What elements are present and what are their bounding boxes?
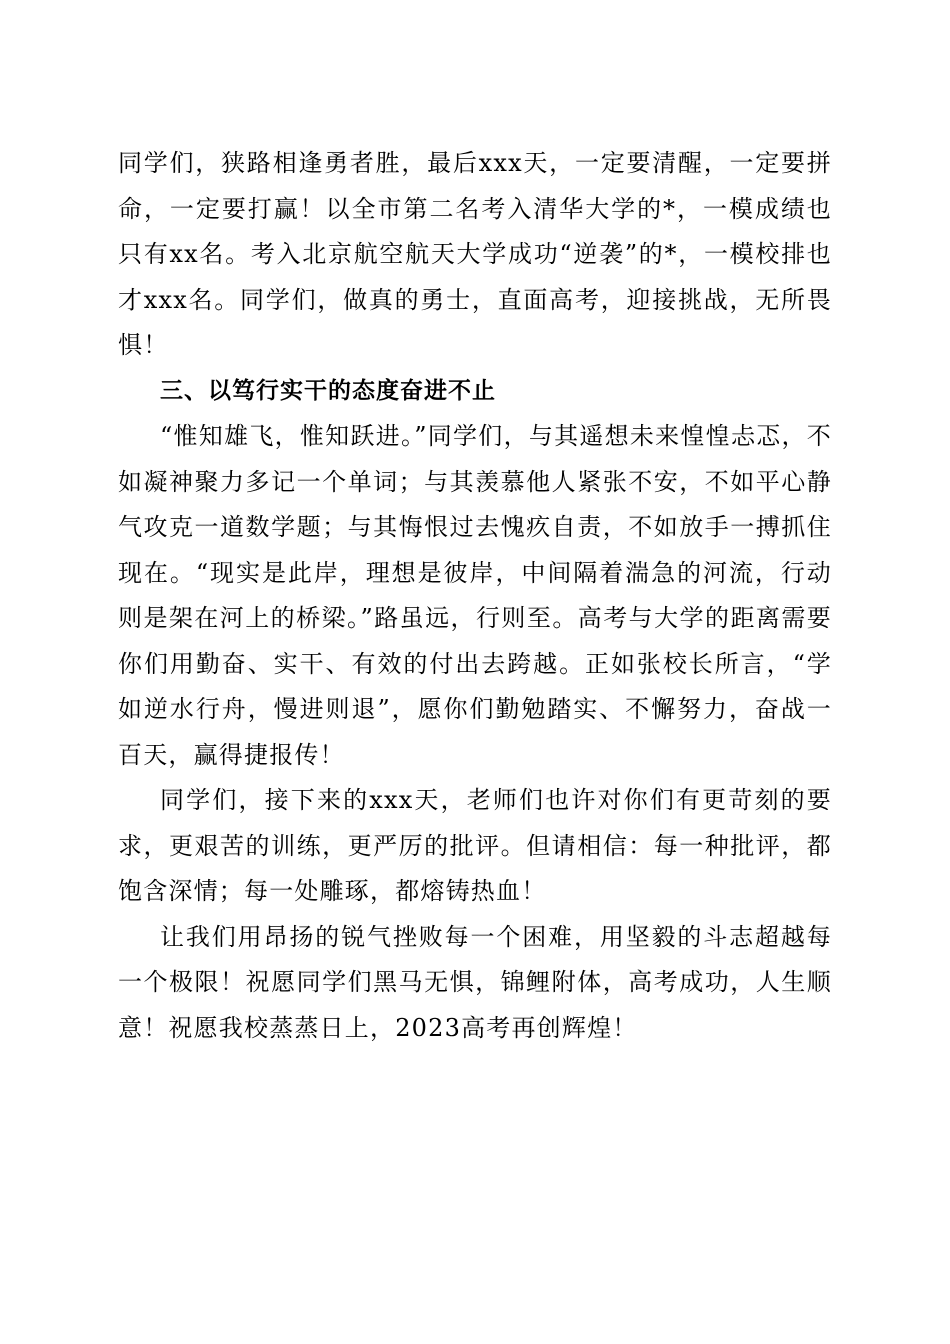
paragraph-2: “惟知雄飞，惟知跃进。”同学们，与其遥想未来惶惶忐忑，不如凝神聚力多记一个单词；与其羡慕他人紧张不安，不如平心静气攻克一道数学题；与其悔恨过去愧疚自责，不如放手一搏抓住现在。“现实是此岸，理想是彼岸，中间隔着湍急的河流，行动则是架在河上的桥梁。”路虽远，行则至。高考与大学的距离需要你们用勤奋、实干、有效的付出去跨越。正如张校长所言，“学如逆水行舟，慢进则退”，愿你们勤勉踏实、不懈努力，奋战一百天，赢得捷报传！ <box>118 422 832 769</box>
paragraph-3: 同学们，接下来的xxx天，老师们也许对你们有更苛刻的要求，更艰苦的训练，更严厉的批评。但请相信：每一种批评，都饱含深情；每一处雕琢，都熔铸热血！ <box>118 786 832 905</box>
section-heading-3: 三、以笃行实干的态度奋进不止 <box>160 377 496 404</box>
document-body <box>118 141 832 1051</box>
paragraph-4: 让我们用昂扬的锐气挫败每一个困难，用坚毅的斗志超越每一个极限！祝愿同学们黑马无惧，锦鲤附体，高考成功，人生顺意！祝愿我校蒸蒸日上，2023高考再创辉煌！ <box>118 922 832 1042</box>
paragraph-1: 同学们，狭路相逢勇者胜，最后xxx天，一定要清醒，一定要拼命，一定要打赢！以全市第二名考入清华大学的*，一模成绩也只有xx名。考入北京航空航天大学成功“逆袭”的*，一模校排也才xxx名。同学们，做真的勇士，直面高考，迎接挑战，无所畏惧！ <box>118 149 832 359</box>
